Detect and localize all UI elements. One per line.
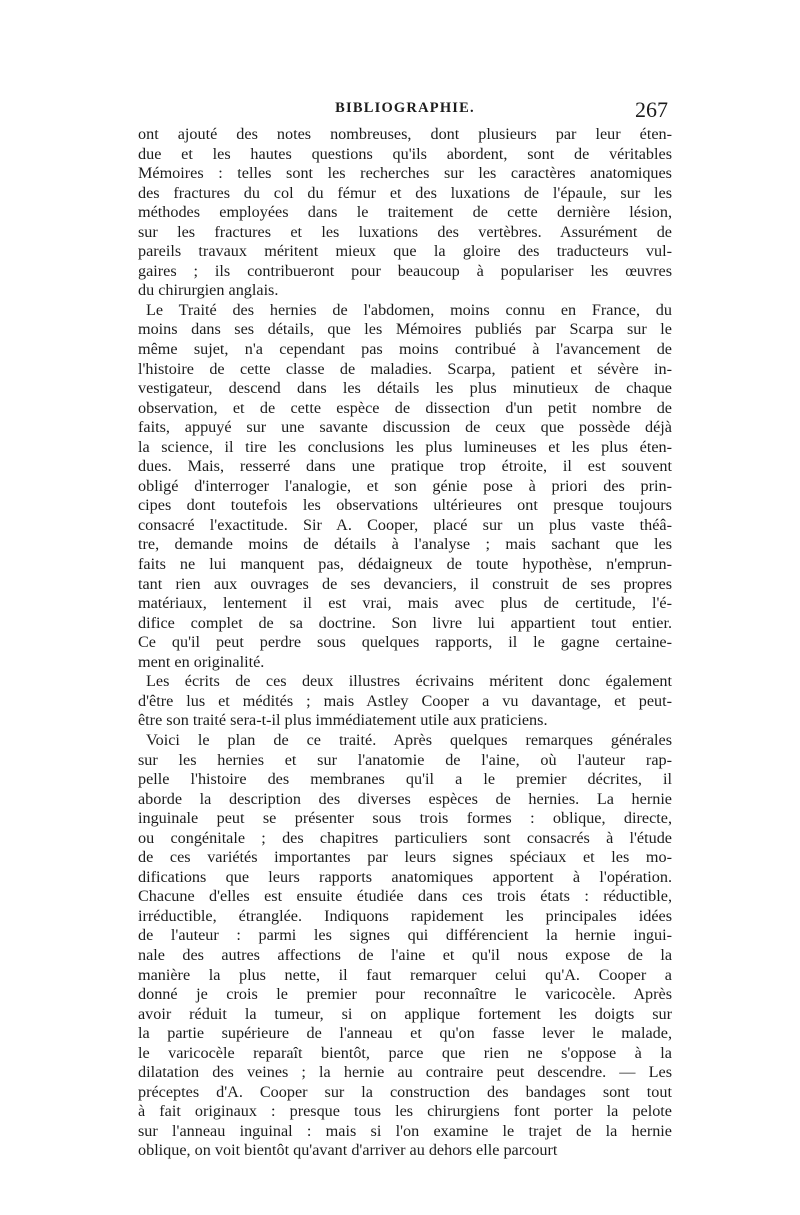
text-line: matériaux, lentement il est vrai, mais avec plus de certitude, l'é- (138, 594, 672, 613)
running-head (140, 97, 670, 122)
text-line: ment en originalité. (138, 652, 265, 671)
text-line: méthodes employées dans le traitement de cette dernière lésion, (138, 203, 672, 222)
text-line: obligé d'interroger l'analogie, et son génie pose à priori des prin- (138, 476, 672, 495)
text-line: être son traité sera-t-il plus immédiatement utile aux praticiens. (138, 711, 548, 730)
text-line: gaires ; ils contribueront pour beaucoup à populariser les œuvres (138, 261, 672, 280)
text-line: pareils travaux méritent mieux que la gloire des traducteurs vul- (138, 242, 672, 261)
text-line: Ce qu'il peut perdre sous quelques rapports, il le gagne certaine- (138, 633, 672, 652)
text-line: difice complet de sa doctrine. Son livre lui appartient tout entier. (138, 613, 672, 632)
text-line: nale des autres affections de l'aine et qu'il nous expose de la (138, 945, 672, 964)
text-line: l'histoire de cette classe de maladies. Scarpa, patient et sévère in- (138, 359, 672, 378)
text-line: du chirurgien anglais. (138, 281, 279, 300)
text-line: tant rien aux ouvrages de ses devanciers, il construit de ses propres (138, 574, 672, 593)
text-line: tre, demande moins de détails à l'analyse ; mais sachant que les (138, 535, 672, 554)
text-line: sur les hernies et sur l'anatomie de l'aine, où l'auteur rap- (138, 750, 672, 769)
text-line: difications que leurs rapports anatomiques apportent à l'opération. (138, 867, 672, 886)
text-line: ont ajouté des notes nombreuses, dont plusieurs par leur éten- (138, 125, 672, 143)
text-line: observation, et de cette espèce de dissection d'un petit nombre de (138, 398, 672, 417)
text-line: Chacune d'elles est ensuite étudiée dans ces trois états : réductible, (138, 887, 672, 906)
text-line: dilatation des veines ; la hernie au contraire peut descendre. — Les (138, 1063, 672, 1082)
text-line: la partie supérieure de l'anneau et qu'on fasse lever le malade, (138, 1024, 672, 1043)
text-line: Les écrits de ces deux illustres écrivains méritent donc également (146, 672, 672, 691)
text-line: de l'auteur : parmi les signes qui différencient la hernie ingui- (138, 926, 672, 945)
text-line: d'être lus et médités ; mais Astley Cooper a vu davantage, et peut- (138, 691, 672, 710)
text-line: Voici le plan de ce traité. Après quelques remarques générales (146, 730, 672, 749)
text-line: aborde la description des diverses espèces de hernies. La hernie (138, 789, 672, 808)
text-line: pelle l'histoire des membranes qu'il a le premier décrites, il (138, 770, 672, 789)
text-line: vestigateur, descend dans les détails les plus minutieux de chaque (138, 379, 672, 398)
text-line: Le Traité des hernies de l'abdomen, moins connu en France, du (146, 300, 672, 319)
text-line: consacré l'exactitude. Sir A. Cooper, placé sur un plus vaste théâ- (138, 515, 672, 534)
text-line: cipes dont toutefois les observations ultérieures ont presque toujours (138, 496, 672, 515)
text-line: moins dans ses détails, que les Mémoires publiés par Scarpa sur le (138, 320, 672, 339)
text-line: faits ne lui manquent pas, dédaigneux de toute hypothèse, n'emprun- (138, 555, 672, 574)
text-line: sur l'anneau inguinal : mais si l'on examine le trajet de la hernie (138, 1121, 672, 1140)
text-line: à fait originaux : presque tous les chirurgiens font porter la pelote (138, 1102, 672, 1121)
text-line: sur les fractures et les luxations des vertèbres. Assurément de (138, 222, 672, 241)
running-title: BIBLIOGRAPHIE. (335, 100, 475, 116)
text-line: donné je crois le premier pour reconnaître le varicocèle. Après (138, 985, 672, 1004)
text-line: le varicocèle reparaît bientôt, parce que rien ne s'oppose à la (138, 1043, 672, 1062)
text-line: des fractures du col du fémur et des luxations de l'épaule, sur les (138, 183, 672, 202)
text-line: manière la plus nette, il faut remarquer celui qu'A. Cooper a (138, 965, 672, 984)
text-line: même sujet, n'a cependant pas moins contribué à l'avancement de (138, 340, 672, 359)
page-number: 267 (635, 97, 668, 122)
text-line: inguinale peut se présenter sous trois formes : oblique, directe, (138, 809, 672, 828)
text-line: due et les hautes questions qu'ils abordent, sont de véritables (138, 144, 672, 163)
text-line: avoir réduit la tumeur, si on applique fortement les doigts sur (138, 1004, 672, 1023)
body-text (138, 125, 672, 1161)
text-line: préceptes d'A. Cooper sur la construction des bandages sont tout (138, 1082, 672, 1101)
text-line: dues. Mais, resserré dans une pratique trop étroite, il est souvent (138, 457, 672, 476)
text-line: de ces variétés importantes par leurs signes spéciaux et les mo- (138, 848, 672, 867)
text-line: la science, il tire les conclusions les plus lumineuses et les plus éten- (138, 437, 672, 456)
text-line: irréductible, étranglée. Indiquons rapidement les principales idées (138, 906, 672, 925)
text-line: oblique, on voit bientôt qu'avant d'arriver au dehors elle parcourt (138, 1141, 558, 1160)
text-line: ou congénitale ; des chapitres particuliers sont consacrés à l'étude (138, 828, 672, 847)
text-line: faits, appuyé sur une savante discussion de ceux que possède déjà (138, 418, 672, 437)
text-line: Mémoires : telles sont les recherches sur les caractères anatomiques (138, 164, 672, 183)
